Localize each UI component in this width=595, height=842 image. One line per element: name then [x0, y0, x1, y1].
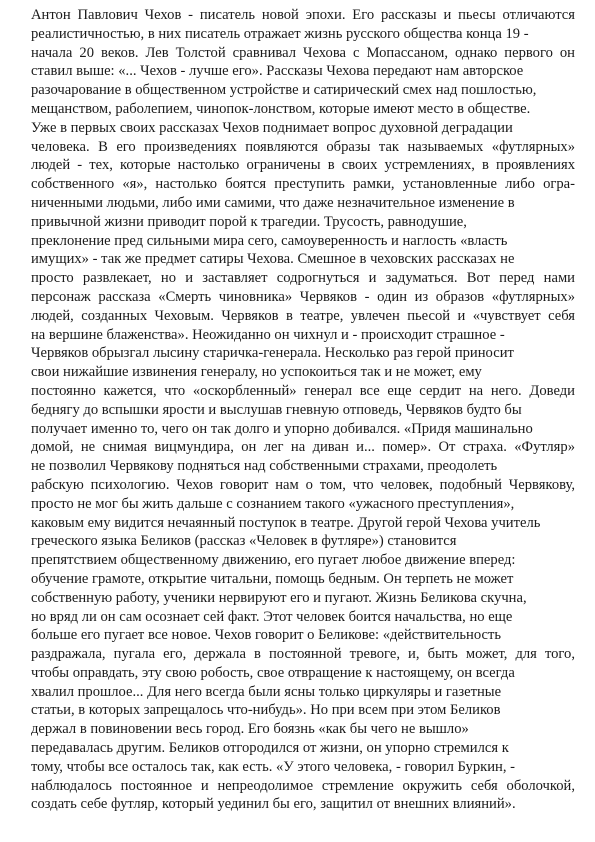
text-line: препятствием общественному движению, его пугает любое движение вперед:: [31, 552, 516, 569]
text-line: мещанством, раболепием, чинопок-лонством, которые имеют место в обществе.: [31, 100, 531, 117]
text-line: держал в повиновении весь город. Его боязнь «как бы чего не вышло»: [31, 721, 469, 738]
text-line: персонаж рассказа «Смерть чиновника» Червяков - один из образов «футлярных»: [31, 288, 575, 305]
text-line: создать себе футляр, который уединил бы его, защитил от внешних влияний».: [31, 796, 516, 813]
text-line: собственную работу, ученики нервируют его и пугают. Жизнь Беликова скучна,: [31, 589, 527, 606]
text-line: наблюдалось постоянное и непреодолимое стремление окружить себя оболочкой,: [31, 777, 575, 794]
text-line: на вершине блаженства». Неожиданно он чихнул и - происходит страшное -: [31, 326, 505, 343]
text-line: ставил выше: «... Чехов - лучше его». Рассказы Чехова передают нам авторское: [31, 63, 524, 80]
text-line: не позволил Червякову подняться над собственными страхами, преодолеть: [31, 458, 498, 475]
text-line: больше его пугает все новое. Чехов говорит о Беликове: «действительность: [31, 627, 502, 644]
text-line: реалистичностью, в них писатель отражает жизнь русского общества конца 19 -: [31, 25, 529, 42]
essay-body: [31, 6, 575, 814]
text-line: имущих» - так же предмет сатиры Чехова. Смешное в чеховских рассказах не: [31, 251, 515, 268]
text-line: греческого языка Беликов (рассказ «Человек в футляре») становится: [31, 533, 457, 550]
text-line: постоянно кажется, что «оскорбленный» генерал все еще сердит на него. Доведи: [31, 382, 575, 399]
text-line: свои нижайшие извинения генералу, но успокоиться так и не может, ему: [31, 364, 482, 381]
text-line: привычной жизни приводит порой к трагедии. Трусость, равнодушие,: [31, 213, 467, 230]
text-line: тому, чтобы все осталось так, как есть. «У этого человека, - говорил Буркин, -: [31, 758, 515, 775]
text-line: Уже в первых своих рассказах Чехов поднимает вопрос духовной деградации: [31, 119, 513, 136]
text-line: передавалась другим. Беликов отгородился от жизни, он упорно стремился к: [31, 740, 509, 757]
text-line: преклонение пред сильными мира сего, самоуверенность и наглость «власть: [31, 232, 508, 249]
text-line: Червяков обрызгал лысину старичка-генерала. Несколько раз герой приносит: [31, 345, 514, 362]
text-line: обучение грамоте, открытие читальни, помощь бедным. Он терпеть не может: [31, 570, 514, 587]
text-line: человека. В его произведениях появляются образы так называемых «футлярных»: [31, 138, 575, 155]
text-line: получает именно то, чего он так долго и упорно добивался. «Придя машинально: [31, 420, 533, 437]
text-line: домой, не снимая вицмундира, он лег на диван и... помер». От страха. «Футляр»: [31, 439, 575, 456]
text-line: ниченными людьми, либо ими самими, что даже незначительное изменение в: [31, 194, 515, 211]
text-line: рабскую психологию. Чехов говорит нам о том, что человек, подобный Червякову,: [31, 476, 575, 493]
text-line: собственного «я», настолько боятся преступить рамки, установленные либо огра-: [31, 176, 575, 193]
text-line: просто развлекает, но и заставляет содрогнуться и задуматься. Вот перед нами: [31, 270, 575, 287]
text-line: начала 20 веков. Лев Толстой сравнивал Чехова с Мопассаном, однако первого он: [31, 44, 575, 61]
text-line: беднягу до вспышки ярости и выслушав гневную отповедь, Червяков будто бы: [31, 401, 522, 418]
text-line: разочарование в общественном устройстве и сатирический смех над пошлостью,: [31, 82, 537, 99]
text-line: людей, созданных Чеховым. Червяков в театре, увлечен пьесой и «чувствует себя: [31, 307, 575, 324]
text-line: просто не мог бы жить дальше с сознанием такого «ужасного преступления»,: [31, 495, 515, 512]
text-line: чтобы оправдать, эту свою робость, свое отвращение к настоящему, он всегда: [31, 664, 515, 681]
text-line: Антон Павлович Чехов - писатель новой эпохи. Его рассказы и пьесы отличаются: [31, 7, 575, 23]
text-line: но вряд ли он сам осознает сей факт. Этот человек боится начальства, но еще: [31, 608, 513, 625]
text-line: статьи, в которых запрещалось что-нибудь». Но при всем при этом Беликов: [31, 702, 501, 719]
text-line: людей - тех, которые настолько ограничены в своих устремлениях, в проявлениях: [31, 157, 575, 174]
text-line: каковым ему видится нечаянный поступок в театре. Другой герой Чехова учитель: [31, 514, 541, 531]
text-line: хвалил прошлое... Для него всегда были ясны только циркуляры и газетные: [31, 683, 502, 700]
text-line: раздражала, пугала его, держала в постоянной тревоге, и, быть может, для того,: [31, 646, 575, 663]
